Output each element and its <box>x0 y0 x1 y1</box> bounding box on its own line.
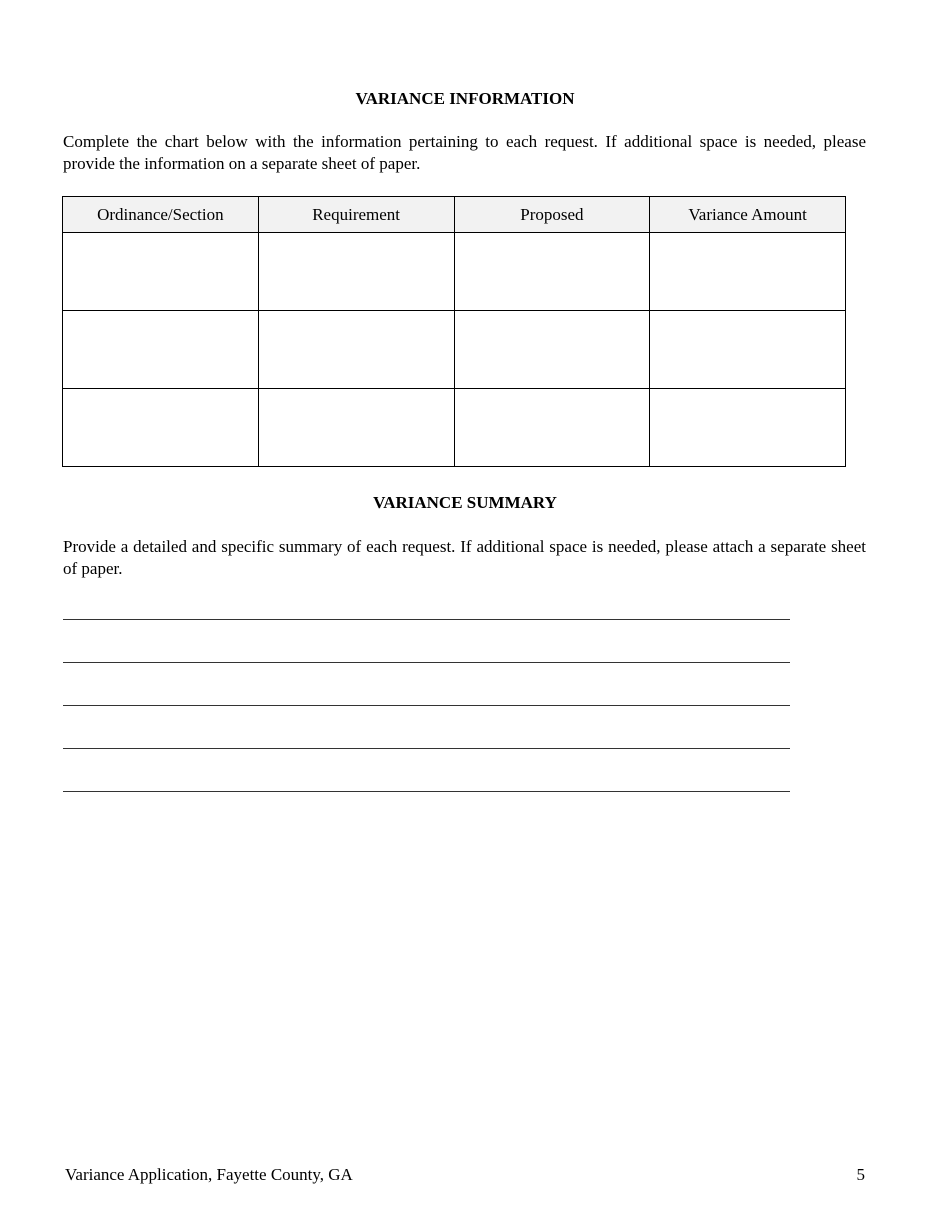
summary-line[interactable] <box>63 620 790 663</box>
summary-line[interactable] <box>63 749 790 792</box>
column-header-ordinance-section: Ordinance/Section <box>63 197 259 233</box>
summary-line[interactable] <box>63 663 790 706</box>
variance-information-table <box>62 196 846 467</box>
column-header-proposed: Proposed <box>454 197 650 233</box>
table-cell-requirement[interactable] <box>258 311 454 389</box>
summary-line[interactable] <box>63 600 790 620</box>
variance-information-instructions: Complete the chart below with the information pertaining to each request. If additional space is needed, please provide the information on a separate sheet of paper. <box>63 132 866 173</box>
variance-summary-instructions: Provide a detailed and specific summary of each request. If additional space is needed, please attach a separate sheet of paper. <box>63 537 866 578</box>
footer-document-title: Variance Application, Fayette County, GA <box>65 1165 353 1184</box>
table-cell-ordinance-section[interactable] <box>63 311 259 389</box>
table-cell-variance-amount[interactable] <box>650 233 846 311</box>
table-cell-ordinance-section[interactable] <box>63 389 259 467</box>
table-row <box>63 233 846 311</box>
column-header-variance-amount: Variance Amount <box>650 197 846 233</box>
variance-information-heading: VARIANCE INFORMATION <box>355 89 575 108</box>
table-cell-proposed[interactable] <box>454 233 650 311</box>
summary-write-lines <box>63 600 790 792</box>
column-header-requirement: Requirement <box>258 197 454 233</box>
table-header-row <box>63 197 846 233</box>
table-cell-variance-amount[interactable] <box>650 389 846 467</box>
table-cell-proposed[interactable] <box>454 311 650 389</box>
table-cell-requirement[interactable] <box>258 233 454 311</box>
summary-line[interactable] <box>63 706 790 749</box>
table-row <box>63 389 846 467</box>
table-row <box>63 311 846 389</box>
table-cell-variance-amount[interactable] <box>650 311 846 389</box>
table-cell-ordinance-section[interactable] <box>63 233 259 311</box>
table-cell-requirement[interactable] <box>258 389 454 467</box>
table-cell-proposed[interactable] <box>454 389 650 467</box>
footer-page-number: 5 <box>856 1165 865 1184</box>
variance-summary-heading: VARIANCE SUMMARY <box>373 493 557 512</box>
